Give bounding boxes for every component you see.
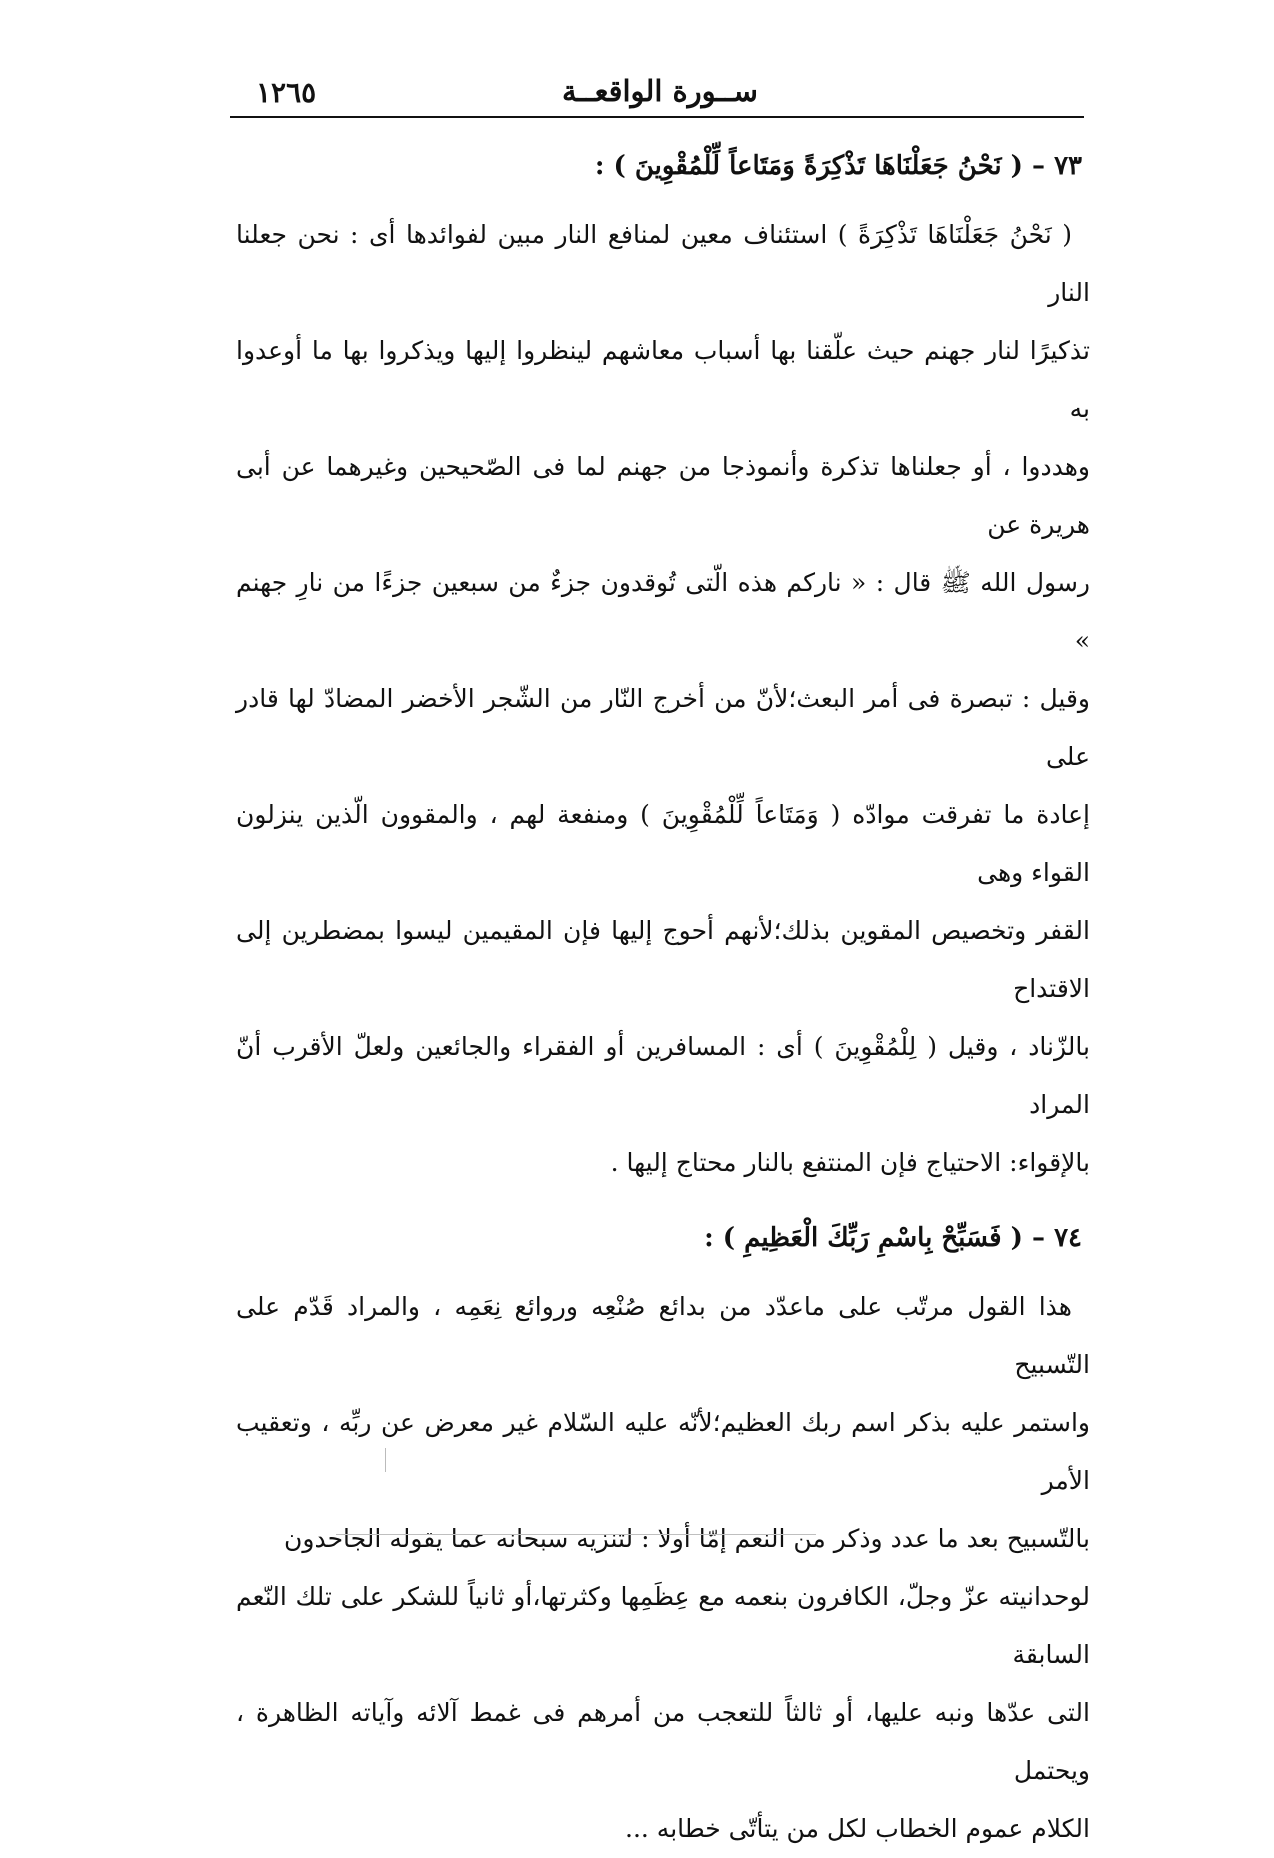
paragraph-line: التى عدّها ونبه عليها، أو ثالثاً للتعجب من أمرهم فى غمط آلائه وآياته الظاهرة ، ويحتمل [236, 1698, 1090, 1785]
running-title: ســورة الواقعــة [562, 74, 758, 108]
header-rule [230, 116, 1084, 118]
paragraph-line: لوحدانيته عزّ وجلّ، الكافرون بنعمه مع عِظَمِها وكثرتها،أو ثانياً للشكر على تلك النّعم السابقة [236, 1582, 1090, 1669]
paragraph-line: الكلام عموم الخطاب لكل من يتأتّى خطابه ... [625, 1814, 1090, 1843]
page-body [236, 140, 1090, 1858]
paragraph-line: بالإقواء: الاحتياج فإن المنتفع بالنار محتاج إليها . [610, 1148, 1090, 1177]
paragraph-line: رسول الله ﷺ قال : « ناركم هذه الّتى تُوقدون جزءٌ من سبعين جزءًا من نارِ جهنم » [236, 568, 1090, 655]
verse-73-heading: ٧٣ – ( نَحْنُ جَعَلْنَاهَا تَذْكِرَةً وَمَتَاعاً لِّلْمُقْوِينَ ) : [594, 151, 1082, 181]
footer-rule [336, 1534, 816, 1535]
paragraph-line: بالتّسبيح بعد ما عدد وذكر من النعم إمّا أولا : لتنزيه سبحانه عما يقوله الجاحدون [284, 1524, 1090, 1553]
paragraph-line: ( نَحْنُ جَعَلْنَاهَا تَذْكِرَةً ) استئناف معين لمنافع النار مبين لفوائدها أى : نحن جعلنا النار [236, 220, 1090, 307]
verse-74-heading: ٧٤ – ( فَسَبِّحْ بِاسْمِ رَبِّكَ الْعَظِيمِ ) : [704, 1223, 1082, 1253]
paragraph-line: تذكيرًا لنار جهنم حيث علّقنا بها أسباب معاشهم لينظروا إليها ويذكروا بها ما أوعدوا به [236, 336, 1090, 423]
paragraph-line: وهددوا ، أو جعلناها تذكرة وأنموذجا من جهنم لما فى الصّحيحين وغيرهما عن أبى هريرة عن [236, 452, 1090, 539]
paragraph-line: واستمر عليه بذكر اسم ربك العظيم؛لأنّه عليه السّلام غير معرض عن ربِّه ، وتعقيب الأمر [236, 1408, 1090, 1495]
verse-73-section [236, 140, 1090, 1192]
paragraph-line: بالزّناد ، وقيل ( لِلْمُقْوِينَ ) أى : المسافرين أو الفقراء والجائعين ولعلّ الأقرب أنّ المراد [236, 1032, 1090, 1119]
scan-mark [385, 1448, 386, 1472]
page-header [230, 74, 1082, 114]
verse-74-section [236, 1212, 1090, 1858]
paragraph-line: القفر وتخصيص المقوين بذلك؛لأنهم أحوج إليها فإن المقيمين ليسوا بمضطرين إلى الاقتداح [236, 916, 1090, 1003]
paragraph-line: وقيل : تبصرة فى أمر البعث؛لأنّ من أخرج النّار من الشّجر الأخضر المضادّ لها قادر على [236, 684, 1090, 771]
page-number: ١٢٦٥ [256, 76, 317, 109]
paragraph-line: إعادة ما تفرقت موادّه ( وَمَتَاعاً لِّلْمُقْوِينَ ) ومنفعة لهم ، والمقوون الّذين ينزلون القواء وهى [236, 800, 1090, 887]
paragraph-line: هذا القول مرتّب على ماعدّد من بدائع صُنْعِه وروائع نِعَمِه ، والمراد قَدّم على التّسبيح [236, 1292, 1090, 1379]
